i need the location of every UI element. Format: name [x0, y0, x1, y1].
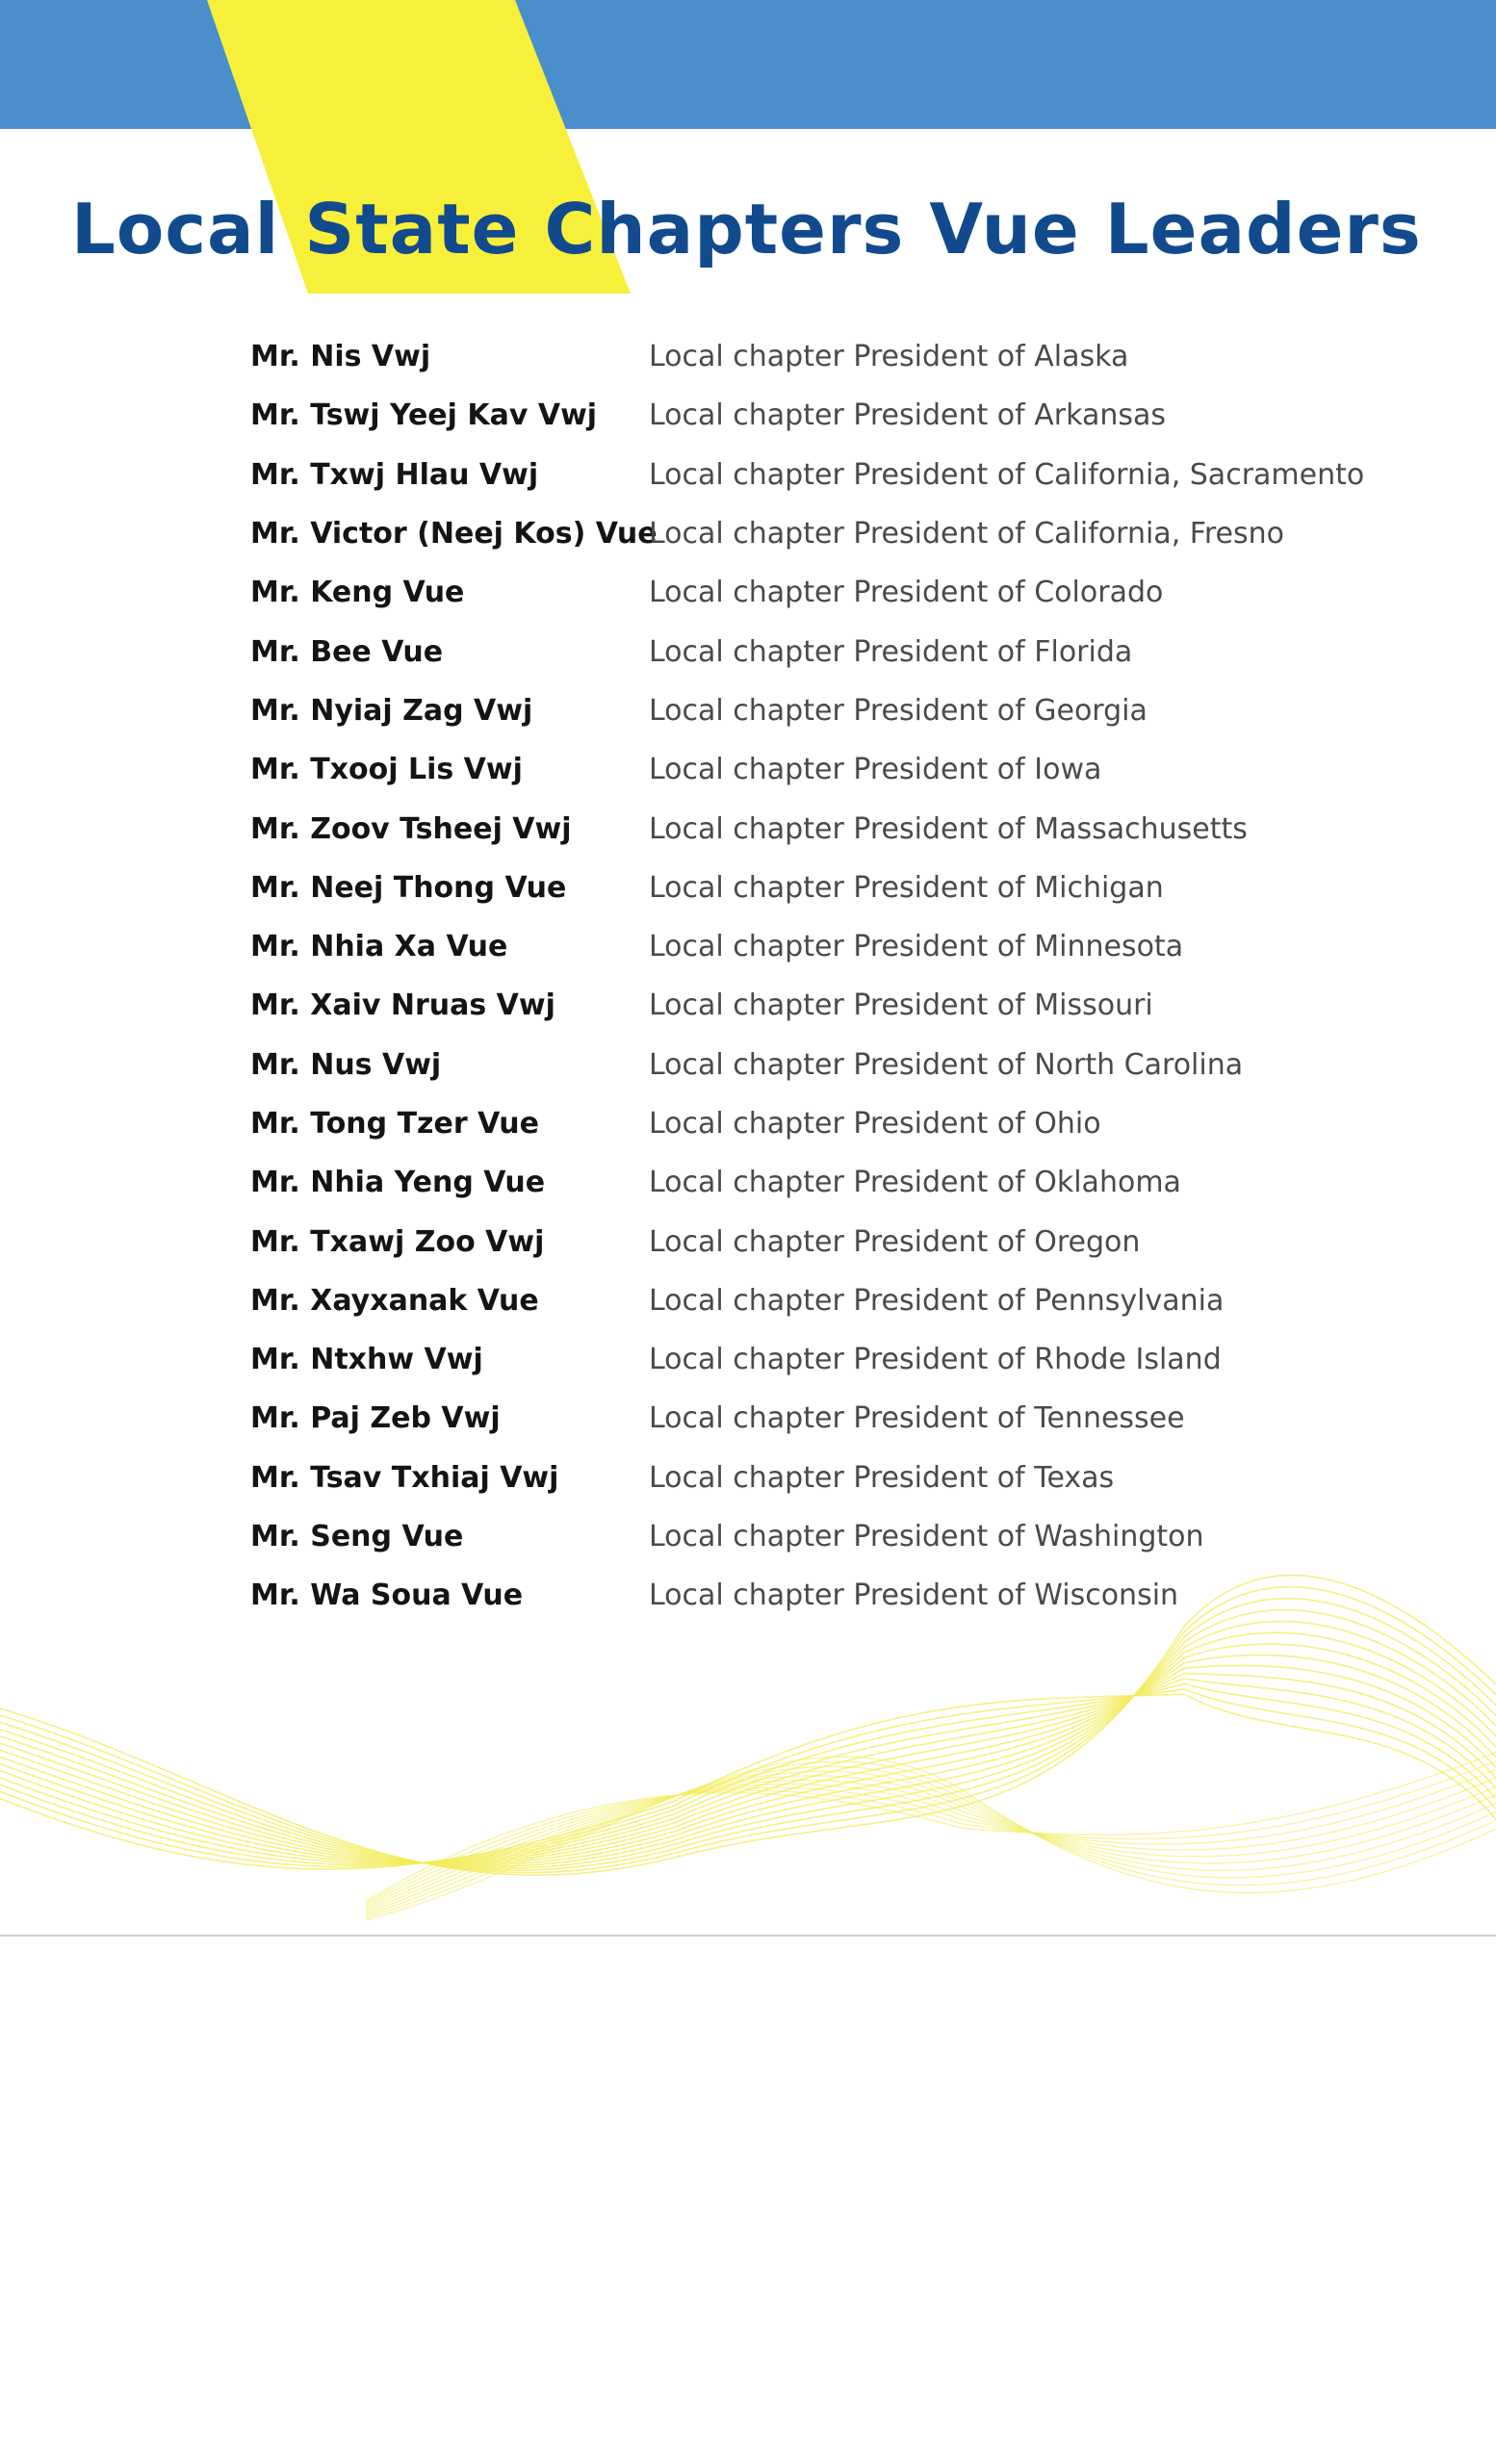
leader-role: Local chapter President of Iowa — [649, 753, 1102, 787]
leader-name: Mr. Nhia Yeng Vue — [250, 1166, 546, 1200]
wave-line — [0, 1599, 1496, 1871]
leader-row — [250, 1153, 1386, 1212]
leader-role: Local chapter President of California, Fresno — [649, 517, 1284, 552]
leader-row — [250, 1271, 1386, 1330]
leader-row — [250, 1449, 1386, 1507]
decorative-wave-lines — [0, 1540, 1496, 1935]
leader-name: Mr. Txwj Hlau Vwj — [250, 457, 539, 492]
leader-role: Local chapter President of Alaska — [649, 340, 1129, 374]
leader-row — [250, 740, 1386, 799]
page-title: Local State Chapters Vue Leaders — [71, 189, 1422, 270]
leader-name: Mr. Seng Vue — [250, 1520, 464, 1554]
leader-name: Mr. Wa Soua Vue — [250, 1578, 524, 1613]
leader-role: Local chapter President of California, Sacramento — [649, 457, 1365, 492]
leader-row — [250, 1389, 1386, 1448]
leader-name: Mr. Txooj Lis Vwj — [250, 753, 523, 787]
leader-row — [250, 1094, 1386, 1153]
leader-role: Local chapter President of Florida — [649, 634, 1133, 669]
leader-row — [250, 681, 1386, 740]
leader-name: Mr. Tswj Yeej Kav Vwj — [250, 398, 598, 433]
leader-name: Mr. Xayxanak Vue — [250, 1283, 539, 1318]
leader-role: Local chapter President of Tennessee — [649, 1401, 1185, 1436]
leader-name: Mr. Zoov Tsheej Vwj — [250, 811, 572, 846]
leader-row — [250, 859, 1386, 917]
leader-row — [250, 563, 1386, 622]
leader-role: Local chapter President of Oklahoma — [649, 1166, 1181, 1200]
leader-name: Mr. Nis Vwj — [250, 340, 431, 374]
leader-role: Local chapter President of Arkansas — [649, 398, 1166, 433]
leader-row — [250, 917, 1386, 976]
leader-role: Local chapter President of Oregon — [649, 1224, 1141, 1259]
leader-role: Local chapter President of Minnesota — [649, 930, 1184, 964]
leader-row — [250, 1330, 1386, 1389]
leader-role: Local chapter President of Rhode Island — [649, 1343, 1222, 1377]
leader-role: Local chapter President of Wisconsin — [649, 1578, 1179, 1613]
wave-line — [0, 1665, 1496, 1862]
leader-role: Local chapter President of Massachusetts — [649, 811, 1248, 846]
leader-name: Mr. Txawj Zoo Vwj — [250, 1224, 545, 1259]
leader-name: Mr. Victor (Neej Kos) Vue — [250, 517, 658, 552]
leader-row — [250, 327, 1386, 386]
leader-role: Local chapter President of Michigan — [649, 870, 1164, 905]
leader-name: Mr. Bee Vue — [250, 634, 444, 669]
leader-row — [250, 386, 1386, 445]
wave-line — [0, 1655, 1496, 1862]
leader-name: Mr. Keng Vue — [250, 576, 465, 610]
leader-row — [250, 1036, 1386, 1094]
leader-name: Mr. Xaiv Nruas Vwj — [250, 988, 555, 1023]
leaders-list — [250, 327, 1386, 1626]
leader-name: Mr. Nyiaj Zag Vwj — [250, 693, 533, 728]
leader-name: Mr. Tsav Txhiaj Vwj — [250, 1460, 559, 1495]
wave-line — [366, 1761, 1496, 1917]
leader-role: Local chapter President of Washington — [649, 1520, 1204, 1554]
leader-role: Local chapter President of North Carolina — [649, 1047, 1244, 1082]
leader-row — [250, 976, 1386, 1035]
leader-name: Mr. Nus Vwj — [250, 1047, 442, 1082]
leader-name: Mr. Neej Thong Vue — [250, 870, 567, 905]
leader-role: Local chapter President of Georgia — [649, 693, 1148, 728]
leader-name: Mr. Tong Tzer Vue — [250, 1107, 539, 1141]
leader-role: Local chapter President of Ohio — [649, 1107, 1101, 1141]
leader-name: Mr. Paj Zeb Vwj — [250, 1401, 501, 1436]
leader-role: Local chapter President of Texas — [649, 1460, 1115, 1495]
leader-row — [250, 504, 1386, 563]
leader-row — [250, 1212, 1386, 1270]
leader-name: Mr. Ntxhw Vwj — [250, 1343, 483, 1377]
leader-name: Mr. Nhia Xa Vue — [250, 930, 508, 964]
leader-role: Local chapter President of Pennsylvania — [649, 1283, 1225, 1318]
leader-row — [250, 446, 1386, 504]
leader-row — [250, 622, 1386, 680]
blank-area-below-page — [0, 1937, 1496, 2464]
leader-role: Local chapter President of Colorado — [649, 576, 1164, 610]
leader-role: Local chapter President of Missouri — [649, 988, 1153, 1023]
leader-row — [250, 799, 1386, 858]
